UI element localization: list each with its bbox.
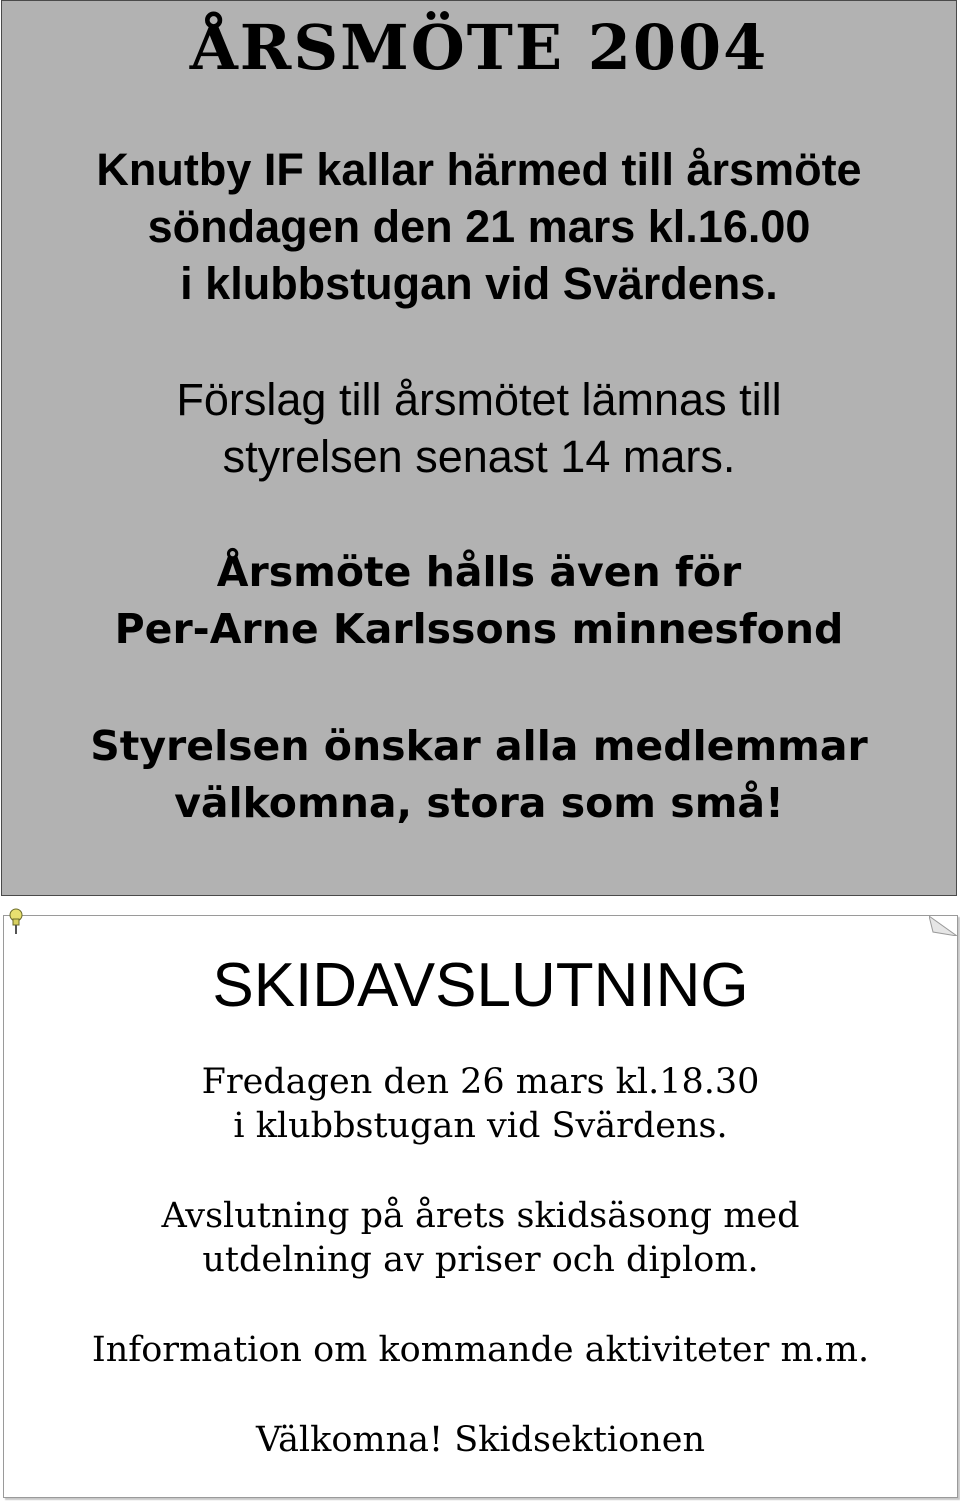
fund-paragraph bbox=[2, 544, 956, 658]
arsmote-title: ÅRSMÖTE 2004 bbox=[189, 11, 769, 84]
welcome-paragraph bbox=[2, 718, 956, 832]
desc-line-1: Avslutning på årets skidsäsong med bbox=[161, 1196, 800, 1236]
when-line-1: Fredagen den 26 mars kl.18.30 bbox=[201, 1062, 760, 1102]
fund-line-2: Per-Arne Karlssons minnesfond bbox=[114, 605, 844, 653]
welcome-line-2: välkomna, stora som små! bbox=[174, 779, 784, 827]
proposal-paragraph bbox=[2, 371, 956, 485]
info-line: Information om kommande aktiviteter m.m. bbox=[91, 1330, 870, 1370]
proposal-line-2: styrelsen senast 14 mars. bbox=[222, 431, 736, 482]
skidavslutning-title: SKIDAVSLUTNING bbox=[212, 951, 749, 1020]
call-line-1: Knutby IF kallar härmed till årsmöte bbox=[96, 144, 862, 195]
description-paragraph bbox=[4, 1194, 957, 1282]
when-paragraph bbox=[4, 1060, 957, 1148]
signoff-line: Välkomna! Skidsektionen bbox=[256, 1420, 705, 1460]
when-line-2: i klubbstugan vid Svärdens. bbox=[233, 1106, 728, 1146]
arsmote-notice bbox=[1, 0, 957, 896]
skidavslutning-note bbox=[3, 915, 958, 1498]
desc-line-2: utdelning av priser och diplom. bbox=[202, 1240, 759, 1280]
welcome-line-1: Styrelsen önskar alla medlemmar bbox=[90, 722, 868, 770]
proposal-line-1: Förslag till årsmötet lämnas till bbox=[176, 374, 782, 425]
fund-line-1: Årsmöte hålls även för bbox=[216, 548, 742, 596]
call-paragraph bbox=[2, 141, 956, 312]
call-line-3: i klubbstugan vid Svärdens. bbox=[180, 258, 778, 309]
page-fold-icon bbox=[929, 914, 957, 936]
pushpin-icon bbox=[6, 908, 26, 936]
call-line-2: söndagen den 21 mars kl.16.00 bbox=[147, 201, 811, 252]
